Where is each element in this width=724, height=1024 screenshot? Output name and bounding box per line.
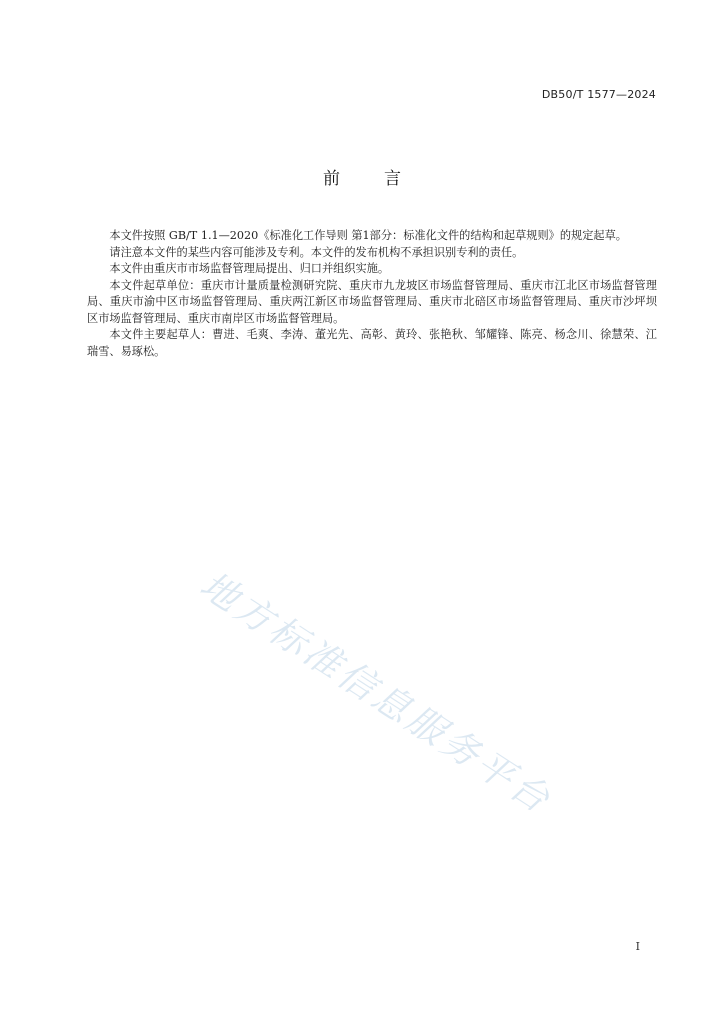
document-body (87, 228, 657, 360)
paragraph-patent-notice: 请注意本文件的某些内容可能涉及专利。本文件的发布机构不承担识别专利的责任。 (109, 245, 524, 259)
page-title-part-1: 前 (323, 169, 340, 189)
paragraph-drafting-units: 本文件起草单位：重庆市计量质量检测研究院、重庆市九龙坡区市场监督管理局、重庆市江北区市场监督管理局、重庆市渝中区市场监督管理局、重庆两江新区市场监督管理局、重庆市北碚区市场监督管理局、重庆市沙坪坝区市场监督管理局、重庆市南岸区市场监督管理局。 (87, 278, 657, 325)
page-title (0, 164, 724, 189)
paragraph-proposer: 本文件由重庆市市场监督管理局提出、归口并组织实施。 (109, 262, 390, 275)
document-code: DB50/T 1577—2024 (541, 88, 656, 101)
paragraph-drafters: 本文件主要起草人：曹进、毛爽、李涛、董光先、高彰、黄玲、张艳秋、邹耀锋、陈亮、杨念川、徐慧荣、江瑞雪、易琢松。 (87, 328, 657, 358)
watermark: 地方标准信息服务平台 (192, 563, 560, 823)
page-title-part-2: 言 (384, 169, 401, 189)
paragraph-drafting-rules: 本文件按照 GB/T 1.1—2020《标准化工作导则 第1部分：标准化文件的结构和起草规则》的规定起草。 (109, 229, 627, 242)
page-number: I (635, 940, 640, 953)
